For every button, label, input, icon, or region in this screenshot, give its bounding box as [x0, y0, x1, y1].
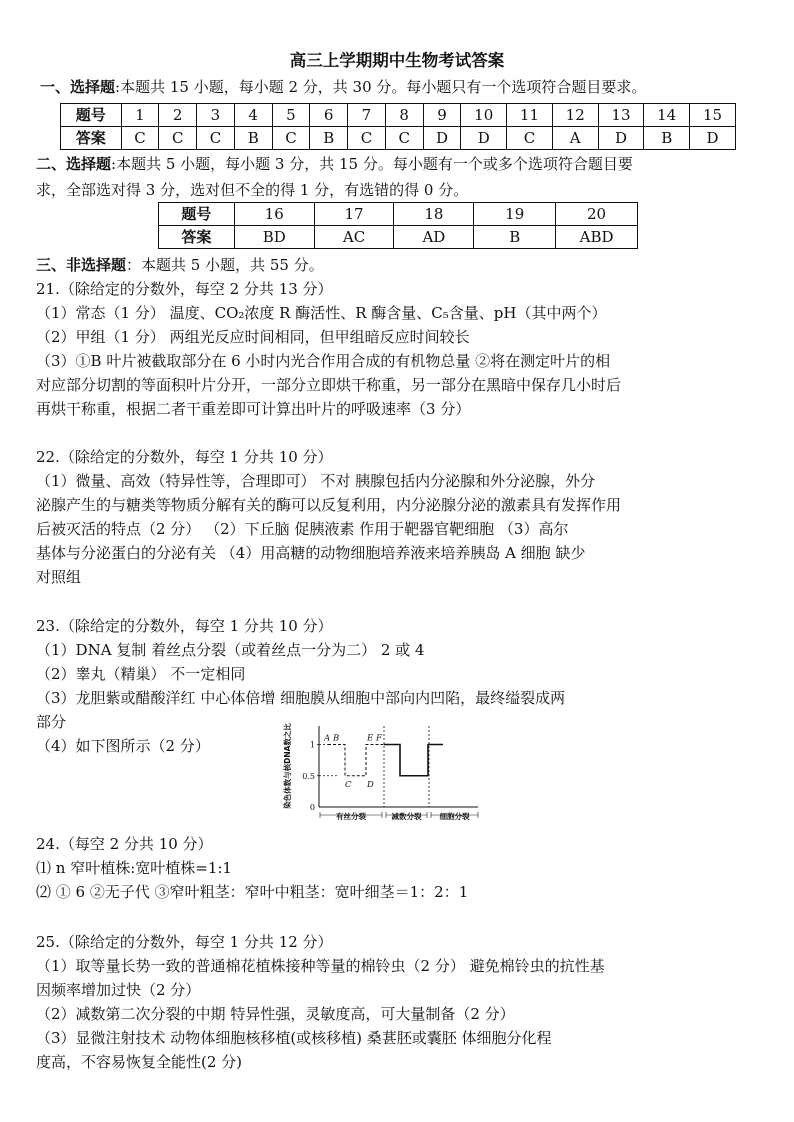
q21-line1: （1）常态（1 分） 温度、CO₂浓度 R 酶活性、R 酶含量、C₅含量、pH（其中两个） — [36, 304, 607, 322]
question-number: 15 — [690, 104, 736, 127]
answer-cell: B — [234, 127, 272, 150]
q25-line4: （3）显微注射技术 动物体细胞核移植(或核移植) 桑葚胚或囊胚 体细胞分化程 — [36, 1029, 552, 1047]
answer-cell: AC — [314, 226, 394, 249]
question-number: 8 — [385, 104, 423, 127]
section2-desc-line2: 求，全部选对得 3 分，选对但不全的得 1 分，有选错的得 0 分。 — [36, 181, 469, 199]
answer-cell: C — [348, 127, 386, 150]
question-number: 19 — [474, 203, 556, 226]
y-tick-label: 0 — [309, 803, 315, 812]
given-curve — [328, 745, 384, 776]
question-number: 6 — [310, 104, 348, 127]
answer-cell: D — [423, 127, 461, 150]
section3-heading: 三、非选择题 — [36, 256, 127, 274]
q24-line1: ⑴ n 窄叶植株:宽叶植株=1:1 — [36, 859, 232, 877]
question-number: 9 — [423, 104, 461, 127]
question-number: 7 — [348, 104, 386, 127]
point-label-F: F — [376, 733, 382, 744]
point-label-E: E — [367, 733, 374, 744]
q22-line3: 后被灭活的特点（2 分） （2）下丘脑 促胰液素 作用于靶器官靶细胞 （3）高尔 — [36, 520, 569, 538]
answer-cell: D — [461, 127, 507, 150]
question-number: 16 — [234, 203, 314, 226]
row-label-number: 题号 — [61, 104, 122, 127]
row-label-number: 题号 — [159, 203, 235, 226]
answer-cell: C — [385, 127, 423, 150]
q21-line2: （2）甲组（1 分） 两组光反应时间相同，但甲组暗反应时间较长 — [36, 328, 470, 346]
answer-cell: C — [272, 127, 310, 150]
q24-header: 24.（每空 2 分共 10 分） — [36, 835, 213, 853]
question-number: 13 — [598, 104, 644, 127]
q22-line2: 泌腺产生的与糖类等物质分解有关的酶可以反复利用，内分泌腺分泌的激素具有发挥作用 — [36, 496, 622, 514]
q22-line4: 基体与分泌蛋白的分泌有关 （4）用高糖的动物细胞培养液来培养胰岛 A 细胞 缺少 — [36, 544, 586, 562]
q25-line2: 因频率增加过快（2 分） — [36, 981, 201, 999]
q23-header: 23.（除给定的分数外，每空 1 分共 10 分） — [36, 617, 333, 635]
question-number: 3 — [197, 104, 235, 127]
section3-intro — [36, 255, 324, 275]
answer-cell: C — [197, 127, 235, 150]
row-label-answer: 答案 — [61, 127, 122, 150]
section1-answer-row — [61, 127, 736, 150]
section2-desc-line1: :本题共 5 小题，每小题 3 分，共 15 分。每小题有一个或多个选项符合题目要 — [111, 155, 633, 173]
q21-line3: （3）①B 叶片被截取部分在 6 小时内光合作用合成的有机物总量 ②将在测定叶片的相 — [36, 352, 611, 370]
question-number: 12 — [552, 104, 598, 127]
y-tick-label: 1 — [309, 740, 315, 750]
q22-line1: （1）微量、高效（特异性等，合理即可） 不对 胰腺包括内分泌腺和外分泌腺，外分 — [36, 472, 596, 490]
section2-intro — [36, 154, 633, 174]
question-number: 1 — [121, 104, 159, 127]
answer-cell: BD — [234, 226, 314, 249]
question-number: 17 — [314, 203, 394, 226]
q25-line3: （2）减数第二次分裂的中期 特异性强，灵敏度高，可大量制备（2 分） — [36, 1005, 515, 1023]
question-number: 4 — [234, 104, 272, 127]
answer-cell: ABD — [556, 226, 638, 249]
question-number: 18 — [394, 203, 474, 226]
answer-cell: C — [507, 127, 553, 150]
question-number: 2 — [159, 104, 197, 127]
answer-cell: AD — [394, 226, 474, 249]
answer-cell: C — [121, 127, 159, 150]
point-label-A: A — [324, 733, 331, 744]
section1-answer-table — [60, 103, 736, 150]
row-label-answer: 答案 — [159, 226, 235, 249]
q25-line5: 度高，不容易恢复全能性(2 分) — [36, 1053, 243, 1071]
answer-cell: B — [644, 127, 690, 150]
section1-intro — [40, 77, 646, 97]
q22-line5: 对照组 — [36, 568, 82, 586]
q24-line2: ⑵ ① 6 ②无子代 ③窄叶粗茎：窄叶中粗茎：宽叶细茎＝1：2：1 — [36, 883, 469, 901]
y-tick-label: 0.5 — [302, 771, 315, 781]
q22-header: 22.（除给定的分数外，每空 1 分共 10 分） — [36, 448, 333, 466]
q21-line4: 对应部分切割的等面积叶片分开，一部分立即烘干称重，另一部分在黑暗中保存几小时后 — [36, 376, 622, 394]
question-number: 20 — [556, 203, 638, 226]
chromosome-dna-ratio-chart — [283, 718, 483, 828]
question-number: 5 — [272, 104, 310, 127]
page-title: 高三上学期期中生物考试答案 — [289, 51, 505, 70]
q23-line3: （3）龙胆紫或醋酸洋红 中心体倍增 细胞膜从细胞中部向内凹陷，最终缢裂成两 — [36, 689, 566, 707]
section2-heading: 二、选择题 — [36, 155, 112, 173]
question-number: 11 — [507, 104, 553, 127]
section2-answer-table — [158, 202, 638, 249]
phase-label: 有丝分裂 — [336, 812, 366, 821]
section2-number-row — [159, 203, 638, 226]
answer-cell: C — [159, 127, 197, 150]
answer-cell: D — [690, 127, 736, 150]
q25-line1: （1）取等量长势一致的普通棉花植株接种等量的棉铃虫（2 分） 避免棉铃虫的抗性基 — [36, 957, 605, 975]
q21-line5: 再烘干称重，根据二者干重差即可计算出叶片的呼吸速率（3 分） — [36, 400, 471, 418]
point-label-D: D — [367, 779, 374, 790]
q25-header: 25.（除给定的分数外，每空 1 分共 12 分） — [36, 933, 333, 951]
q23-line2: （2）睾丸（精巢） 不一定相同 — [36, 665, 246, 683]
answer-cell: D — [598, 127, 644, 150]
q23-line1: （1）DNA 复制 着丝点分裂（或着丝点一分为二） 2 或 4 — [36, 641, 425, 659]
q23-line4: 部分 — [36, 713, 67, 731]
phase-label: 细胞分裂 — [439, 812, 470, 821]
section1-heading: 一、选择题 — [40, 78, 116, 96]
question-number: 14 — [644, 104, 690, 127]
point-label-C: C — [345, 779, 352, 790]
q23-line5: （4）如下图所示（2 分） — [36, 737, 210, 755]
section1-desc: :本题共 15 小题，每小题 2 分，共 30 分。每小题只有一个选项符合题目要求。 — [115, 78, 647, 96]
y-axis-label: 染色体数与核DNA数之比 — [283, 723, 292, 809]
answer-cell: B — [474, 226, 556, 249]
answer-curve — [384, 745, 443, 776]
section1-number-row — [61, 104, 736, 127]
q21-header: 21.（除给定的分数外，每空 2 分共 13 分） — [36, 280, 333, 298]
point-label-B: B — [333, 733, 340, 744]
section2-answer-row — [159, 226, 638, 249]
answer-cell: B — [310, 127, 348, 150]
phase-label: 减数分裂 — [391, 812, 422, 821]
section3-desc: ：本题共 5 小题，共 55 分。 — [126, 256, 324, 274]
question-number: 10 — [461, 104, 507, 127]
answer-cell: A — [552, 127, 598, 150]
